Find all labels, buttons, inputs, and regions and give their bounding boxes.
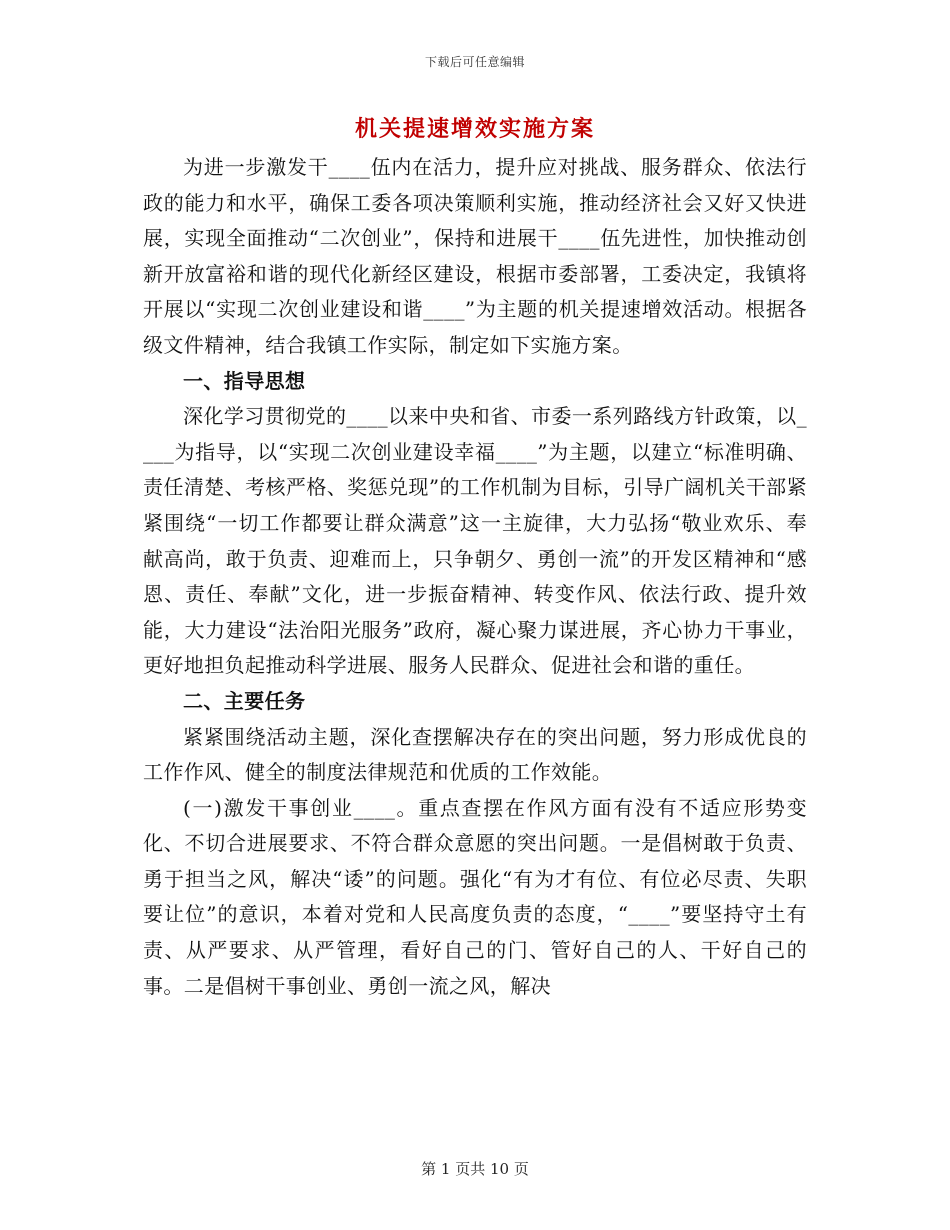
task-item-1-paragraph: (一)激发干事创业____。重点查摆在作风方面有没有不适应形势变化、不切合进展要求、不符合群众意愿的突出问题。一是倡树敢于负责、勇于担当之风，解决“诿”的问题。强化“有为才有位、有位必尽责、失职要让位”的意识，本着对党和人民高度负责的态度，“____”要坚持守土有责、从严要求、从严管理，看好自己的门、管好自己的人、干好自己的事。二是倡树干事创业、勇创一流之风，解决 bbox=[143, 795, 807, 998]
section-heading-main-tasks: 二、主要任务 bbox=[183, 688, 306, 713]
page-number-footer: 第 1 页共 10 页 bbox=[421, 1160, 529, 1178]
section-paragraph-guiding-ideology: 深化学习贯彻党的____以来中央和省、市委一系列路线方针政策，以____为指导，以“实现二次创业建设幸福____”为主题，以建立“标准明确、责任清楚、考核严格、奖惩兑现”的工作机制为目标，引导广阔机关干部紧紧围绕“一切工作都要让群众满意”这一主旋律，大力弘扬“敬业欢乐、奉献高尚，敢于负责、迎难而上，只争朝夕、勇创一流”的开发区精神和“感恩、责任、奉献”文化，进一步振奋精神、转变作风、依法行政、提升效能，大力建设“法治阳光服务”政府，凝心聚力谋进展，齐心协力干事业，更好地担负起推动科学进展、服务人民群众、促进社会和谐的重任。 bbox=[143, 404, 807, 678]
document-body bbox=[143, 150, 807, 1004]
document-title: 机关提速增效实施方案 bbox=[354, 116, 595, 142]
header-note: 下载后可任意编辑 bbox=[424, 55, 525, 69]
section-paragraph-main-tasks: 紧紧围绕活动主题，深化查摆解决存在的突出问题，努力形成优良的工作作风、健全的制度法律规范和优质的工作效能。 bbox=[143, 724, 807, 785]
intro-paragraph: 为进一步激发干____伍内在活力，提升应对挑战、服务群众、依法行政的能力和水平，确保工委各项决策顺利实施，推动经济社会又好又快进展，实现全面推动“二次创业”，保持和进展干____伍先进性，加快推动创新开放富裕和谐的现代化新经区建设，根据市委部署，工委决定，我镇将开展以“实现二次创业建设和谐____”为主题的机关提速增效活动。根据各级文件精神，结合我镇工作实际，制定如下实施方案。 bbox=[143, 155, 807, 357]
section-heading-guiding-ideology: 一、指导思想 bbox=[183, 368, 306, 393]
